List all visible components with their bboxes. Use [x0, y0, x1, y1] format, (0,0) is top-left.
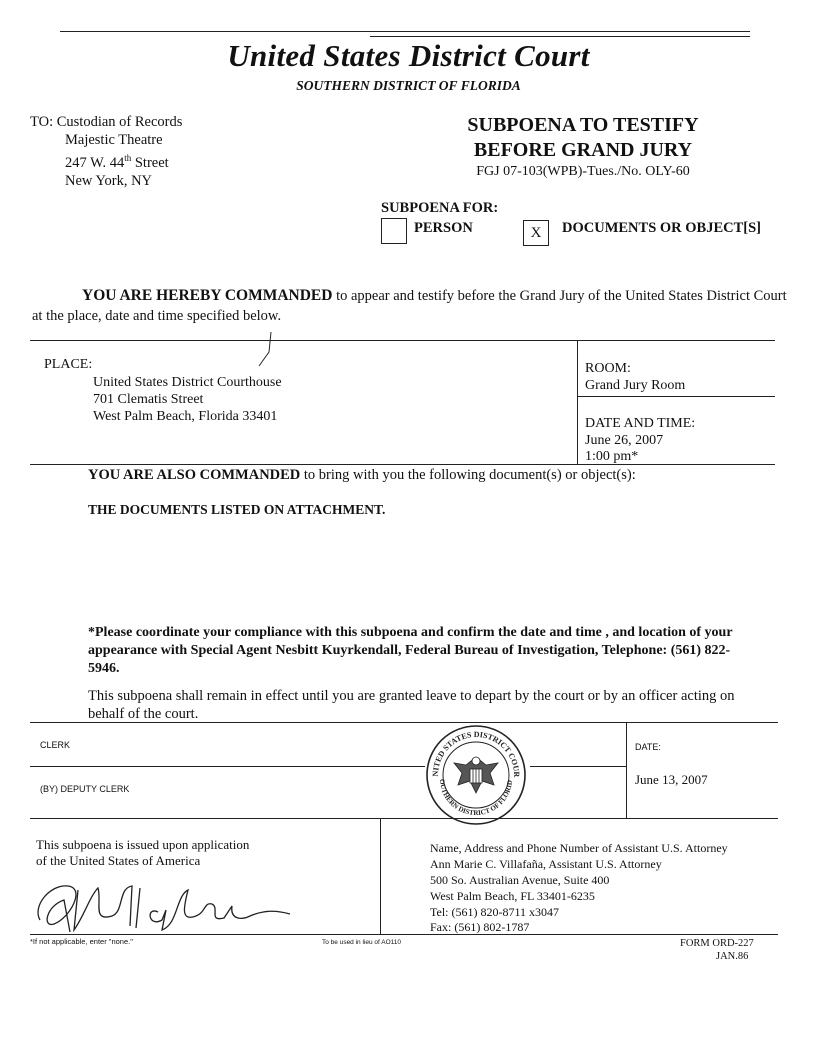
- documents-list: THE DOCUMENTS LISTED ON ATTACHMENT.: [88, 502, 386, 517]
- subpoena-for-label: SUBPOENA FOR:: [381, 200, 499, 216]
- command-paragraph: [32, 286, 792, 326]
- clerk-top-rule: [30, 722, 778, 723]
- recipient-line-1: TO: Custodian of Records: [30, 114, 183, 130]
- form-date: JAN.86: [716, 951, 749, 962]
- clerk-mid-rule: [30, 766, 425, 767]
- person-label: PERSON: [414, 220, 473, 236]
- datetime-label: DATE AND TIME:: [585, 416, 696, 431]
- datetime-time: 1:00 pm*: [585, 449, 639, 464]
- footer-left-note: *If not applicable, enter "none.": [30, 937, 133, 946]
- also-commanded-text: to bring with you the following document(s) or object(s):: [300, 467, 636, 483]
- date-label: DATE:: [635, 742, 661, 752]
- place-line-3: West Palm Beach, Florida 33401: [93, 409, 278, 424]
- datetime-date: June 26, 2007: [585, 433, 664, 448]
- court-name: United States District Court: [227, 38, 590, 73]
- place-bottom-rule: [30, 464, 775, 465]
- deputy-clerk-label: (BY) DEPUTY CLERK: [40, 784, 130, 794]
- attorney-heading: Name, Address and Phone Number of Assistant U.S. Attorney: [430, 841, 728, 855]
- place-divider: [577, 341, 578, 464]
- svg-text:UNITED STATES DISTRICT COURT: NITED STATES DISTRICT COUR: [430, 729, 522, 778]
- attorney-address-2: West Palm Beach, FL 33401-6235: [430, 889, 595, 903]
- issued-line-2: of the United States of America: [36, 853, 201, 868]
- street-number: 247 W. 44: [65, 154, 125, 171]
- clerk-label: CLERK: [40, 740, 71, 750]
- person-checkbox[interactable]: [381, 218, 407, 244]
- documents-checkbox[interactable]: X: [523, 220, 549, 246]
- command-bold: YOU ARE HEREBY COMMANDED: [82, 287, 333, 304]
- place-top-rule: [30, 340, 775, 341]
- issued-line-1: This subpoena is issued upon application: [36, 837, 250, 852]
- attorney-name: Ann Marie C. Villafaña, Assistant U.S. Attorney: [430, 857, 662, 871]
- attorney-address-1: 500 So. Australian Avenue, Suite 400: [430, 873, 610, 887]
- effect-statement: This subpoena shall remain in effect until you are granted leave to depart by the court or by an officer acting on behalf of the court.: [88, 688, 735, 722]
- footer-center-note: To be used in lieu of AO110: [322, 939, 402, 946]
- room-bottom-rule: [577, 396, 775, 397]
- street-suffix: Street: [131, 154, 169, 171]
- pen-mark: [255, 330, 275, 370]
- clerk-date-divider: [626, 723, 627, 818]
- room-label: ROOM:: [585, 361, 631, 376]
- place-label: PLACE:: [44, 357, 93, 372]
- subpoena-title-line-2: BEFORE GRAND JURY: [473, 139, 693, 161]
- recipient-line-2: Majestic Theatre: [65, 132, 163, 148]
- subpoena-title-line-1: SUBPOENA TO TESTIFY: [467, 114, 699, 136]
- court-seal-image: [424, 723, 528, 827]
- also-commanded: [88, 467, 636, 484]
- top-rule: [60, 31, 750, 32]
- command-text: to appear and testify before the Grand Jury of the United States District Court at the place, date and time specified below.: [32, 288, 787, 324]
- attorney-divider: [380, 819, 381, 935]
- place-line-2: 701 Clematis Street: [93, 392, 204, 407]
- room-value: Grand Jury Room: [585, 378, 686, 393]
- attorney-tel: Tel: (561) 820-8711 x3047: [430, 905, 560, 919]
- documents-label: DOCUMENTS OR OBJECT[S]: [562, 220, 761, 236]
- also-commanded-bold: YOU ARE ALSO COMMANDED: [88, 467, 301, 483]
- case-number: FGJ 07-103(WPB)-Tues./No. OLY-60: [476, 164, 690, 179]
- clerk-bottom-rule: [30, 818, 778, 819]
- district-name: SOUTHERN DISTRICT OF FLORIDA: [296, 78, 521, 93]
- place-line-1: United States District Courthouse: [93, 375, 282, 390]
- date-mid-rule: [530, 766, 626, 767]
- svg-text:SOUTHERN DISTRICT OF FLORIDA: OUTHERN DISTRICT OF FLORID: [437, 778, 515, 818]
- recipient-street: [30, 149, 182, 172]
- attorney-fax: Fax: (561) 802-1787: [430, 920, 530, 934]
- signature-image: [28, 876, 298, 941]
- recipient-line-4: New York, NY: [65, 172, 153, 189]
- top-rule-2: [370, 36, 750, 37]
- compliance-notice: *Please coordinate your compliance with this subpoena and confirm the date and time , and location of your appearance with Special Agent Nesbitt Kuyrkendall, Federal Bureau of Investigation, Telephone: (561) 822-5946.: [88, 625, 733, 676]
- date-value: June 13, 2007: [635, 772, 708, 787]
- recipient-block: [30, 113, 182, 190]
- street-ordinal: th: [124, 153, 132, 163]
- form-number: FORM ORD-227: [680, 938, 754, 949]
